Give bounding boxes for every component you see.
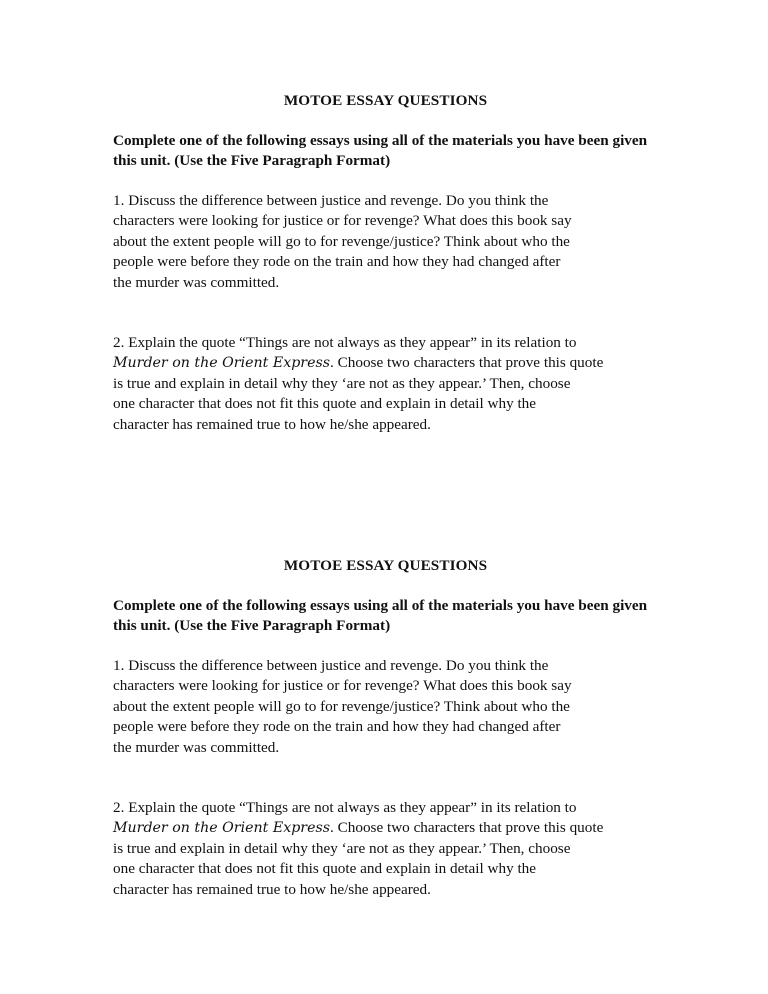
question-2 — [113, 333, 658, 435]
question-2 — [113, 798, 658, 900]
question-1-line: about the extent people will go to for revenge/justice? Think about who the — [113, 697, 570, 715]
question-1 — [113, 191, 658, 293]
essay-questions-section-1 — [113, 91, 658, 435]
question-1-line: people were before they rode on the train and how they had changed after — [113, 718, 561, 736]
section-title: MOTOE ESSAY QUESTIONS — [283, 92, 488, 109]
question-1-line: characters were looking for justice or for revenge? What does this book say — [113, 212, 572, 230]
question-1-line: characters were looking for justice or for revenge? What does this book say — [113, 677, 572, 695]
instructions-text: Complete one of the following essays using all of the materials you have been given this unit. (Use the Five Paragraph Format) — [113, 597, 648, 634]
section-title: MOTOE ESSAY QUESTIONS — [283, 557, 488, 574]
question-2-line: character has remained true to how he/she appeared. — [113, 880, 431, 898]
book-title: Murder on the Orient Express — [113, 355, 331, 372]
question-2-line: . Choose two characters that prove this quote — [330, 354, 604, 372]
instructions-text: Complete one of the following essays using all of the materials you have been given this unit. (Use the Five Paragraph Format) — [113, 132, 648, 169]
question-1-line: the murder was committed. — [113, 273, 280, 291]
question-1-line: 1. Discuss the difference between justice and revenge. Do you think the — [113, 192, 549, 209]
question-2-line: . Choose two characters that prove this quote — [330, 819, 604, 837]
question-2-line: one character that does not fit this quote and explain in detail why the — [113, 860, 537, 878]
question-1-line: the murder was committed. — [113, 738, 280, 756]
question-1-line: people were before they rode on the train and how they had changed after — [113, 253, 561, 271]
question-2-line: 2. Explain the quote “Things are not always as they appear” in its relation to — [113, 799, 577, 817]
question-1-line: 1. Discuss the difference between justice and revenge. Do you think the — [113, 657, 549, 674]
question-2-line: is true and explain in detail why they ‘are not as they appear.’ Then, choose — [113, 839, 571, 857]
essay-questions-section-2 — [113, 556, 658, 900]
question-2-line: is true and explain in detail why they ‘are not as they appear.’ Then, choose — [113, 374, 571, 392]
question-2-line: one character that does not fit this quote and explain in detail why the — [113, 395, 537, 413]
question-2-line: 2. Explain the quote “Things are not always as they appear” in its relation to — [113, 334, 577, 352]
book-title: Murder on the Orient Express — [113, 820, 331, 837]
question-1 — [113, 656, 658, 758]
question-2-line: character has remained true to how he/she appeared. — [113, 415, 431, 433]
question-1-line: about the extent people will go to for revenge/justice? Think about who the — [113, 232, 570, 250]
